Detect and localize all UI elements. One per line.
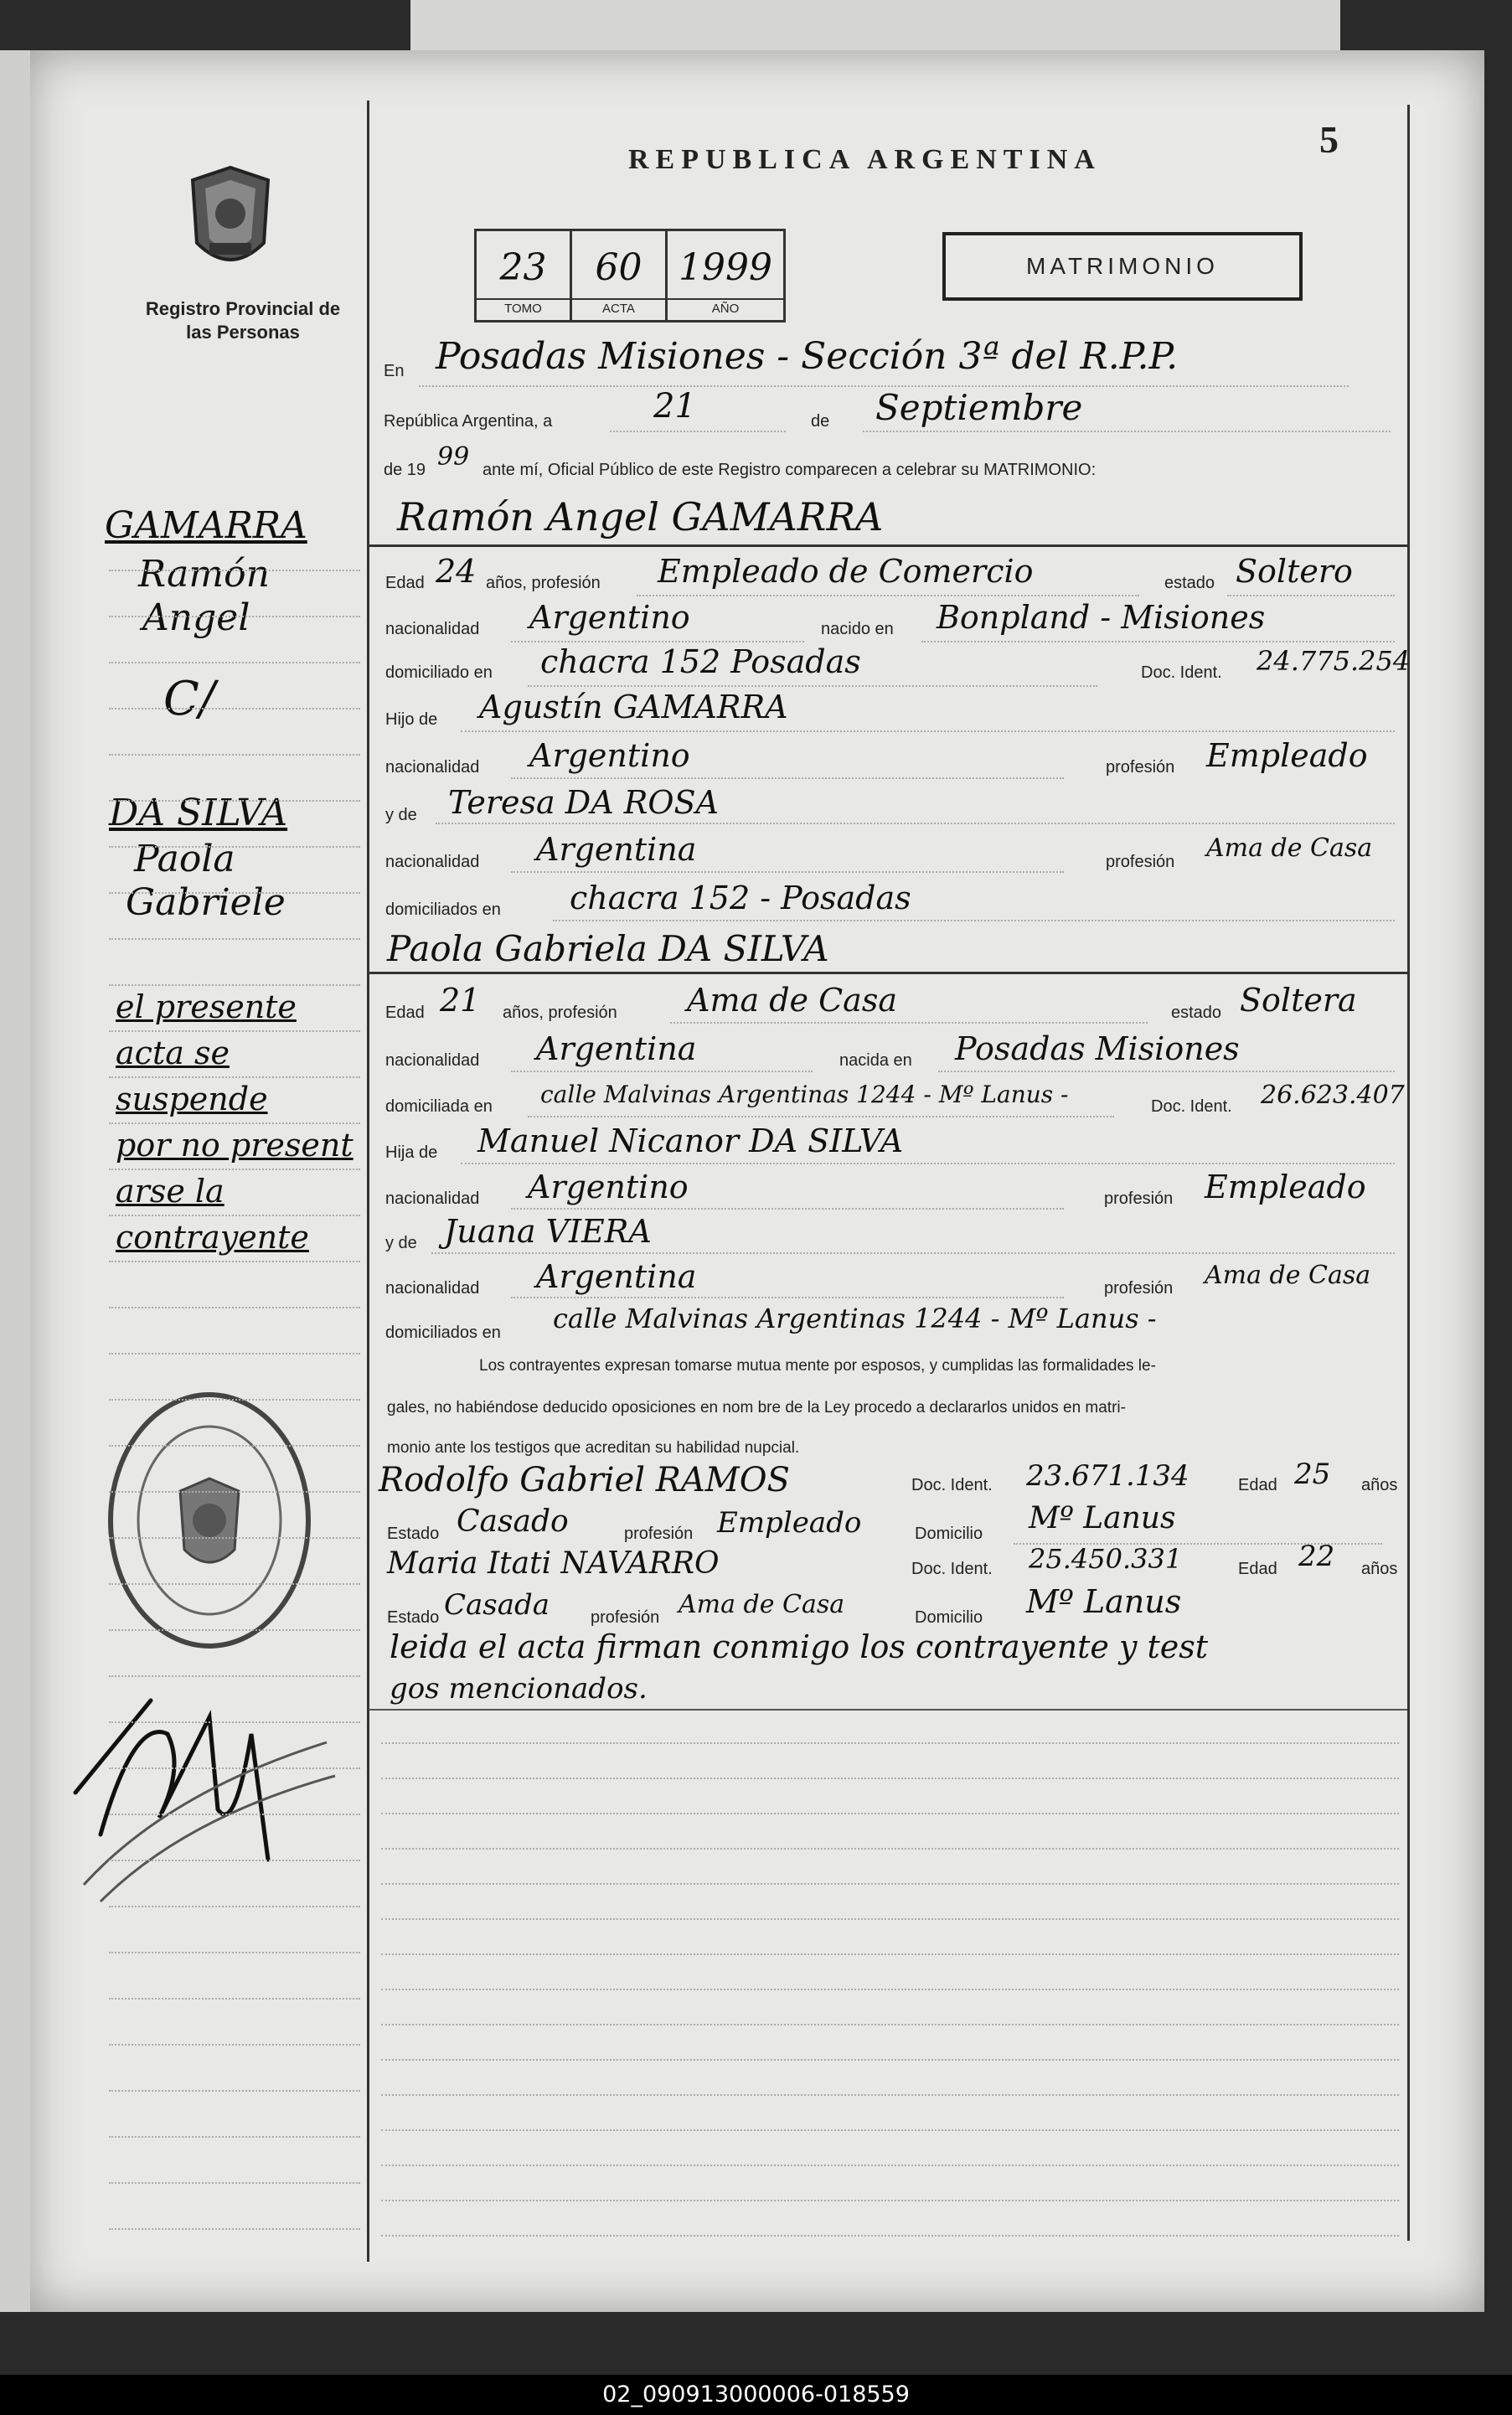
bride-father-line — [461, 1163, 1395, 1164]
bride-birthplace-label: nacida en — [839, 1051, 912, 1070]
margin-ruled-line — [109, 1906, 360, 1907]
registry-seal-icon — [184, 163, 276, 285]
footer-id: 02_090913000006-018559 — [0, 2375, 1512, 2415]
margin-ruled-line — [109, 1952, 360, 1953]
bride-age: 21 — [440, 982, 481, 1019]
margin-ruled-line — [109, 938, 360, 940]
witness2-address-label: Domicilio — [915, 1608, 983, 1627]
margin-note-line: el presente — [116, 988, 297, 1025]
groom-mother: Teresa DA ROSA — [448, 784, 719, 821]
authorized-signature — [50, 1667, 369, 1922]
bride-address: calle Malvinas Argentinas 1244 - Mº Lanus - — [540, 1081, 1069, 1108]
margin-ruled-line — [109, 2182, 360, 2184]
closing-line-2: gos mencionados. — [390, 1672, 648, 1705]
bride-father: Manuel Nicanor DA SILVA — [477, 1122, 904, 1159]
bride-birthplace-line — [938, 1071, 1395, 1072]
margin-ruled-line — [109, 2228, 360, 2230]
margin-groom-surname: GAMARRA — [105, 504, 307, 547]
ano-value: 1999 — [679, 246, 772, 289]
margin-ruled-line — [109, 892, 360, 894]
groom-profession-label: años, profesión — [486, 574, 601, 592]
page-binding — [0, 50, 30, 2312]
margin-ruled-line — [109, 1491, 360, 1493]
month-value: Septiembre — [875, 387, 1083, 428]
groom-mother-profession-label: profesión — [1106, 853, 1175, 871]
margin-ruled-line — [109, 1998, 360, 2000]
witness1-profession-label: profesión — [624, 1525, 694, 1543]
witness2-age: 22 — [1298, 1540, 1335, 1573]
witness1-age: 25 — [1294, 1458, 1331, 1491]
groom-full-name: Ramón Angel GAMARRA — [397, 494, 884, 539]
witness1-status-label: Estado — [387, 1525, 440, 1543]
ruled-line — [381, 1883, 1399, 1885]
bride-father-profession: Empleado — [1205, 1169, 1366, 1205]
page-number: 5 — [1319, 118, 1339, 161]
margin-ruled-line — [109, 1353, 360, 1355]
groom-father-profession-label: profesión — [1106, 758, 1175, 777]
margin-ruled-line — [109, 1399, 360, 1401]
groom-mother-line — [436, 823, 1395, 824]
margin-ruled-line — [109, 570, 360, 571]
intro-statement: ante mí, Oficial Público de este Registro comparecen a celebrar su MATRIMONIO: — [482, 461, 1097, 479]
groom-address-line — [528, 685, 1097, 687]
record-type-box: MATRIMONIO — [942, 232, 1303, 301]
bride-profession: Ama de Casa — [687, 982, 897, 1019]
groom-mother-nationality-line — [511, 871, 1064, 873]
margin-ruled-line — [109, 1215, 360, 1216]
groom-section-line — [369, 544, 1407, 547]
bride-mother-line — [431, 1252, 1395, 1254]
margin-column-line — [367, 101, 369, 2262]
witness1-years-label: años — [1361, 1476, 1398, 1494]
margin-ruled-line — [109, 1629, 360, 1631]
witness1-address: Mº Lanus — [1029, 1501, 1176, 1535]
ruled-line — [381, 2094, 1399, 2096]
ruled-line — [381, 1742, 1399, 1744]
groom-birthplace-line — [921, 641, 1395, 642]
groom-parents-address: chacra 152 - Posadas — [570, 880, 911, 916]
bride-status-label: estado — [1171, 1004, 1222, 1022]
bride-mother-profession: Ama de Casa — [1205, 1261, 1371, 1290]
groom-status-label: estado — [1164, 574, 1215, 592]
bride-mother-profession-label: profesión — [1104, 1279, 1174, 1298]
ruled-line — [381, 1813, 1399, 1814]
margin-ruled-line — [109, 1583, 360, 1585]
margin-ruled-line — [109, 616, 360, 617]
witness1-status: Casado — [457, 1504, 569, 1539]
bride-nationality-line — [511, 1071, 813, 1072]
groom-profession: Empleado de Comercio — [658, 553, 1034, 590]
witness1-doc: 23.671.134 — [1026, 1459, 1189, 1493]
bride-father-profession-label: profesión — [1104, 1189, 1174, 1208]
declaration-line-2: gales, no habiéndose deducido oposiciones en nom bre de la Ley procedo a declararlos unidos en matri- — [387, 1399, 1126, 1416]
witness2-status-label: Estado — [387, 1608, 440, 1627]
margin-groom-name2: Angel — [142, 596, 250, 639]
registry-name: Registro Provincial de las Personas — [145, 298, 341, 343]
groom-father-label: Hijo de — [385, 710, 438, 729]
margin-ruled-line — [109, 2090, 360, 2092]
groom-nationality-label: nacionalidad — [385, 620, 480, 638]
groom-birthplace: Bonpland - Misiones — [937, 599, 1266, 636]
bride-profession-line — [670, 1022, 1148, 1024]
bride-nationality-label: nacionalidad — [385, 1051, 480, 1070]
tomo-label: TOMO — [477, 298, 570, 320]
groom-mother-nationality: Argentina — [536, 831, 697, 868]
witness2-profession-label: profesión — [591, 1608, 660, 1627]
ruled-line — [381, 1848, 1399, 1850]
bride-mother-nationality-line — [511, 1297, 1064, 1298]
bride-doc: 26.623.407 — [1261, 1081, 1405, 1110]
margin-ruled-line — [109, 1675, 360, 1677]
right-border-line — [1407, 105, 1410, 2241]
ruled-line — [381, 2200, 1399, 2201]
witness2-age-label: Edad — [1238, 1560, 1277, 1578]
margin-ruled-line — [109, 662, 360, 663]
margin-note-line: contrayente — [116, 1219, 309, 1256]
groom-father-nationality-label: nacionalidad — [385, 758, 480, 777]
margin-note-line: acta se — [116, 1035, 230, 1071]
margin-note-line: arse la — [116, 1173, 224, 1210]
groom-father: Agustín GAMARRA — [479, 689, 788, 725]
margin-groom-name1: Ramón — [138, 553, 270, 596]
bride-profession-label: años, profesión — [503, 1004, 617, 1022]
margin-ruled-line — [109, 2044, 360, 2046]
groom-father-nationality-line — [511, 777, 1064, 779]
witness2-years-label: años — [1361, 1560, 1398, 1578]
witness1-doc-label: Doc. Ident. — [911, 1476, 993, 1494]
margin-note-line: suspende — [116, 1081, 268, 1117]
witness2-address: Mº Lanus — [1026, 1583, 1182, 1620]
ano-label: AÑO — [668, 298, 783, 320]
margin-ruled-line — [109, 1261, 360, 1262]
declaration-line-1: Los contrayentes expresan tomarse mutua mente por esposos, y cumplidas las formalidades le- — [479, 1357, 1156, 1375]
groom-father-nationality: Argentino — [529, 737, 690, 774]
groom-father-line — [461, 730, 1395, 732]
ruled-line — [381, 1989, 1399, 1990]
groom-parents-address-label: domiciliados en — [385, 900, 501, 919]
margin-ruled-line — [109, 754, 360, 756]
bride-father-nationality-line — [511, 1208, 1064, 1210]
closing-line-1: leida el acta firman conmigo los contrayente y test — [390, 1628, 1209, 1665]
bride-status: Soltera — [1240, 982, 1357, 1019]
margin-ruled-line — [109, 1860, 360, 1861]
groom-status-line — [1227, 595, 1395, 596]
witness2-doc: 25.450.331 — [1029, 1543, 1183, 1575]
margin-ruled-line — [109, 1307, 360, 1308]
witness2-doc-label: Doc. Ident. — [911, 1560, 993, 1578]
groom-parents-address-line — [553, 920, 1395, 921]
country-title: REPUBLICA ARGENTINA — [628, 144, 1102, 175]
groom-mother-label: y de — [385, 806, 417, 824]
groom-nationality: Argentino — [529, 599, 690, 636]
witness2-profession: Ama de Casa — [679, 1590, 845, 1619]
margin-ruled-line — [109, 2136, 360, 2138]
groom-age-label: Edad — [385, 574, 425, 592]
ruled-line — [381, 2129, 1399, 2131]
en-label: En — [384, 362, 405, 380]
bride-address-line — [528, 1116, 1114, 1117]
bride-father-label: Hija de — [385, 1143, 438, 1162]
groom-profession-line — [637, 595, 1139, 596]
acta-value: 60 — [595, 246, 642, 289]
groom-mother-nationality-label: nacionalidad — [385, 853, 480, 871]
de-label: de — [811, 412, 830, 431]
margin-ruled-line — [109, 708, 360, 710]
day-line — [610, 431, 786, 432]
acta-label: ACTA — [572, 298, 665, 320]
place-value: Posadas Misiones - Sección 3ª del R.P.P. — [436, 335, 1179, 378]
groom-status: Soltero — [1236, 553, 1353, 590]
tomo-value: 23 — [499, 246, 547, 289]
witness1-address-label: Domicilio — [915, 1525, 983, 1543]
year-prefix: de 19 — [384, 461, 426, 479]
margin-ruled-line — [109, 1814, 360, 1815]
margin-ruled-line — [109, 1030, 360, 1032]
bride-mother: Juana VIERA — [444, 1213, 652, 1250]
registry-round-stamp — [101, 1382, 318, 1663]
republica-label: República Argentina, a — [384, 412, 553, 431]
margin-bride-name1: Paola — [134, 838, 235, 880]
witness1-age-label: Edad — [1238, 1476, 1277, 1494]
next-page-edge — [410, 0, 1340, 52]
groom-doc: 24.775.254 — [1257, 645, 1411, 677]
closing-end-line — [369, 1709, 1407, 1711]
bride-age-label: Edad — [385, 1004, 425, 1022]
ruled-line — [381, 1918, 1399, 1920]
bride-full-name: Paola Gabriela DA SILVA — [387, 928, 829, 969]
bride-address-label: domiciliada en — [385, 1097, 493, 1116]
ruled-line — [381, 2165, 1399, 2166]
margin-ruled-line — [109, 1767, 360, 1769]
witness2-status: Casada — [444, 1588, 550, 1622]
groom-address: chacra 152 Posadas — [540, 643, 861, 680]
witness1-profession: Empleado — [717, 1506, 862, 1540]
declaration-line-3: monio ante los testigos que acreditan su habilidad nupcial. — [387, 1439, 800, 1457]
ano-box — [665, 229, 786, 323]
witness2-name: Maria Itati NAVARRO — [387, 1546, 720, 1581]
groom-address-label: domiciliado en — [385, 663, 493, 682]
margin-ruled-line — [109, 1537, 360, 1539]
day-value: 21 — [653, 387, 696, 426]
bride-section-line — [369, 972, 1407, 974]
ruled-line — [381, 1953, 1399, 1955]
groom-birthplace-label: nacido en — [821, 620, 894, 638]
bride-father-nationality: Argentino — [528, 1169, 689, 1205]
margin-connector: C/ — [163, 672, 215, 726]
bride-mother-nationality: Argentina — [536, 1258, 697, 1295]
ruled-line — [381, 2024, 1399, 2025]
margin-ruled-line — [109, 1076, 360, 1078]
groom-nationality-line — [511, 641, 804, 642]
bride-parents-address-label: domiciliados en — [385, 1324, 501, 1342]
margin-ruled-line — [109, 846, 360, 848]
bride-birthplace: Posadas Misiones — [955, 1030, 1240, 1067]
month-line — [863, 431, 1391, 432]
witness1-name: Rodolfo Gabriel RAMOS — [379, 1461, 790, 1499]
bride-parents-address: calle Malvinas Argentinas 1244 - Mº Lanus - — [553, 1303, 1157, 1334]
margin-ruled-line — [109, 800, 360, 802]
ruled-line — [381, 2059, 1399, 2061]
year-suffix: 99 — [437, 442, 470, 472]
margin-ruled-line — [109, 1721, 360, 1723]
bride-father-nationality-label: nacionalidad — [385, 1189, 480, 1208]
groom-age: 24 — [436, 553, 477, 590]
bride-doc-label: Doc. Ident. — [1151, 1097, 1232, 1116]
ruled-line — [381, 2235, 1399, 2237]
margin-ruled-line — [109, 984, 360, 986]
bride-mother-label: y de — [385, 1234, 417, 1252]
margin-ruled-line — [109, 1122, 360, 1124]
ruled-line — [381, 1778, 1399, 1779]
groom-mother-profession: Ama de Casa — [1206, 833, 1373, 863]
groom-doc-label: Doc. Ident. — [1141, 663, 1222, 682]
tomo-box — [474, 229, 572, 323]
margin-ruled-line — [109, 1169, 360, 1170]
groom-father-profession: Empleado — [1206, 737, 1368, 774]
bride-mother-nationality-label: nacionalidad — [385, 1279, 480, 1298]
bride-nationality: Argentina — [536, 1030, 697, 1067]
acta-box — [570, 229, 668, 323]
margin-bride-surname: DA SILVA — [109, 792, 288, 834]
margin-bride-name2: Gabriele — [126, 881, 286, 924]
margin-note-line: por no present — [116, 1127, 353, 1164]
margin-ruled-line — [109, 1445, 360, 1447]
